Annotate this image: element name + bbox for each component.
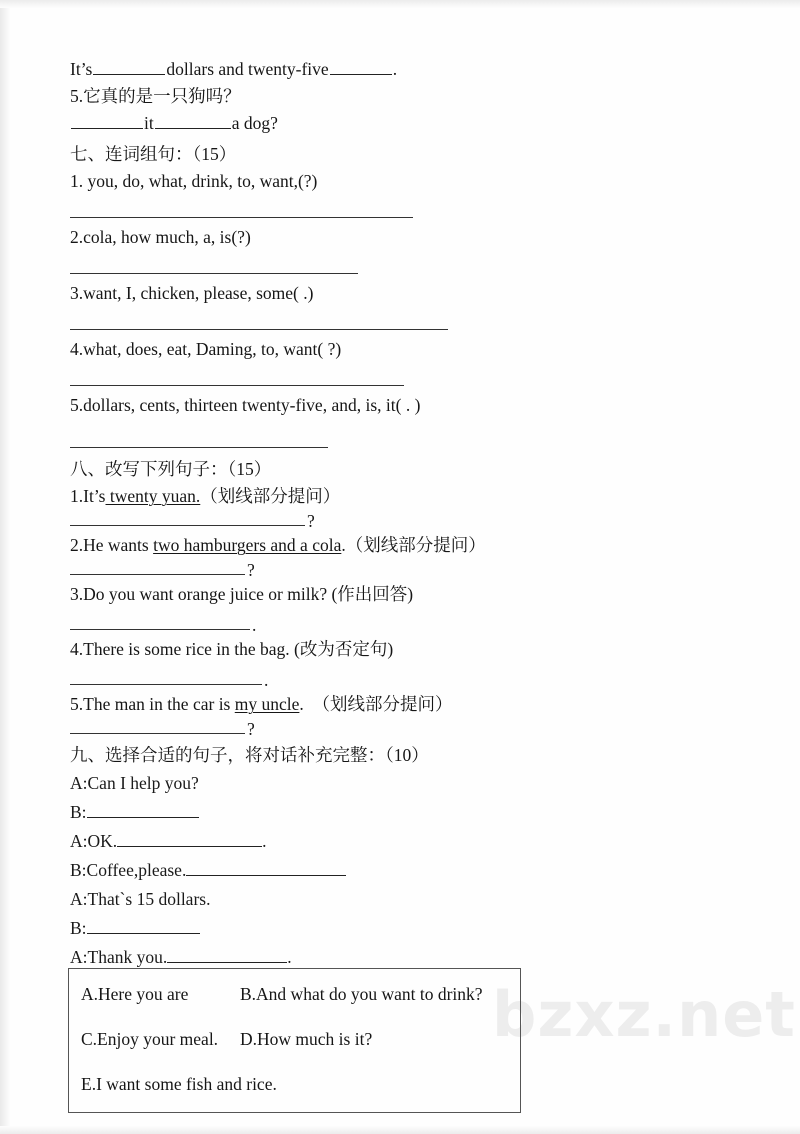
dialogue-speaker: B: [70,860,87,880]
dialogue-speaker: A: [70,947,88,967]
section-7-heading: 七、连词组句：（15） [70,144,237,164]
section-8-answer-line-5[interactable] [70,718,770,740]
section-7-item-1: 1. you, do, what, drink, to, want,(?) [70,171,318,191]
inline-blank[interactable] [93,59,165,75]
section-8-item-5 [70,691,770,718]
section-8-answer-line-3[interactable] [70,614,770,636]
inline-blank[interactable] [330,59,392,75]
dialogue-speaker: A: [70,889,88,909]
choice-row-1 [81,984,483,1005]
dialogue-blank[interactable] [167,947,287,963]
dialogue-blank[interactable] [87,918,200,934]
worksheet-content [70,56,770,972]
choice-option-b[interactable]: B.And what do you want to drink? [240,984,483,1004]
answer-rule[interactable] [70,629,250,630]
item-underlined-text: my uncle [234,694,300,714]
answer-rule[interactable] [70,525,305,526]
choice-option-a[interactable]: A.Here you are [81,984,189,1004]
dialogue-speaker: B: [70,918,87,938]
answer-tail-punctuation: ? [307,511,315,531]
dialogue-blank[interactable] [117,831,262,847]
section-7-item-4: 4.what, does, eat, Daming, to, want( ?) [70,339,342,359]
answer-rule[interactable] [70,273,358,274]
section-8-item-3 [70,581,770,608]
carryover-fill-line [70,56,770,83]
choice-option-d[interactable]: D.How much is it? [240,1029,373,1049]
inline-blank[interactable] [71,113,143,129]
answer-rule[interactable] [70,447,328,448]
carryover-answer-post: a dog? [231,113,278,133]
dialogue-line-5 [70,885,770,914]
section-8-item-4 [70,636,770,663]
dialogue-line-2 [70,798,770,827]
carryover-answer-mid: it [144,113,154,133]
item-before-text: Do you want orange juice or milk? (作出回答) [83,584,414,604]
answer-rule[interactable] [70,217,413,218]
carryover-pre-text: It’s [70,59,93,79]
section-7-answer-line-4[interactable] [70,369,770,392]
item-number: 5. [70,694,84,714]
inline-blank[interactable] [155,113,231,129]
dialogue-text: OK. [87,831,118,851]
item-before-text: It’s [83,486,106,506]
answer-rule[interactable] [70,574,245,575]
carryover-answer-line [70,110,770,137]
item-underlined-text: two hamburgers and a cola [153,535,342,555]
section-7-answer-line-3[interactable] [70,313,770,336]
dialogue-text: Can I help you? [87,773,199,793]
section-8-item-1 [70,483,770,510]
choice-row-2 [81,1029,373,1050]
dialogue-line-4 [70,856,770,885]
dialogue-line-3 [70,827,770,856]
item-underlined-text: twenty yuan. [105,486,201,506]
section-7-item-3: 3.want, I, chicken, please, some( .) [70,283,314,303]
answer-tail-punctuation: ? [247,719,255,739]
item-number: 1. [70,486,84,506]
dialogue-speaker: A: [70,831,88,851]
section-8-answer-line-1[interactable] [70,510,770,532]
answer-tail-punctuation: . [264,670,269,690]
item-after-text: . （划线部分提问） [299,694,453,714]
dialogue-text: Thank you. [87,947,168,967]
dialogue-speaker: B: [70,802,87,822]
dialogue-text: That`s 15 dollars. [87,889,211,909]
item-number: 4. [70,639,84,659]
item-after-text: （划线部分提问） [200,486,341,506]
dialogue-line-1 [70,769,770,798]
watermark-text: bzxz.net [492,978,796,1051]
dialogue-blank[interactable] [186,860,346,876]
choice-bank-box [68,968,521,1113]
answer-rule[interactable] [70,684,262,685]
answer-rule[interactable] [70,329,448,330]
item-number: 2. [70,535,84,555]
section-8-answer-line-2[interactable] [70,559,770,581]
section-8-heading: 八、改写下列句子：（15） [70,459,272,479]
page-edge-shadow-bottom [0,1126,800,1134]
carryover-mid-text: dollars and twenty-five [166,59,329,79]
page-edge-shadow-left [0,0,10,1134]
answer-tail-punctuation: . [252,615,257,635]
section-8-item-2 [70,532,770,559]
answer-rule[interactable] [70,385,404,386]
section-7-answer-line-1[interactable] [70,201,770,224]
item-before-text: There is some rice in the bag. (改为否定句) [83,639,394,659]
section-7-answer-line-2[interactable] [70,257,770,280]
carryover-post-text: . [392,59,398,79]
dialogue-speaker: A: [70,773,88,793]
choice-row-3 [81,1074,277,1095]
dialogue-blank[interactable] [87,802,199,818]
carryover-chinese-prompt: 5.它真的是一只狗吗？ [70,86,241,106]
page-edge-shadow-top [0,0,800,8]
answer-rule[interactable] [70,733,245,734]
choice-option-c[interactable]: C.Enjoy your meal. [81,1029,219,1049]
item-number: 3. [70,584,84,604]
answer-tail-punctuation: ? [247,560,255,580]
section-7-item-2: 2.cola, how much, a, is(?) [70,227,251,247]
section-8-answer-line-4[interactable] [70,669,770,691]
dialogue-tail: . [262,831,267,851]
section-9-heading: 九、选择合适的句子，将对话补充完整：（10） [70,745,429,765]
item-before-text: He wants [83,535,154,555]
dialogue-text: Coffee,please. [86,860,187,880]
item-after-text: .（划线部分提问） [341,535,486,555]
dialogue-tail: . [287,947,292,967]
item-before-text: The man in the car is [83,694,235,714]
section-7-answer-line-5[interactable] [70,431,770,454]
section-7-item-5: 5.dollars, cents, thirteen twenty-five, and, is, it( . ) [70,395,421,415]
dialogue-line-6 [70,914,770,943]
choice-option-e[interactable]: E.I want some fish and rice. [81,1074,277,1094]
